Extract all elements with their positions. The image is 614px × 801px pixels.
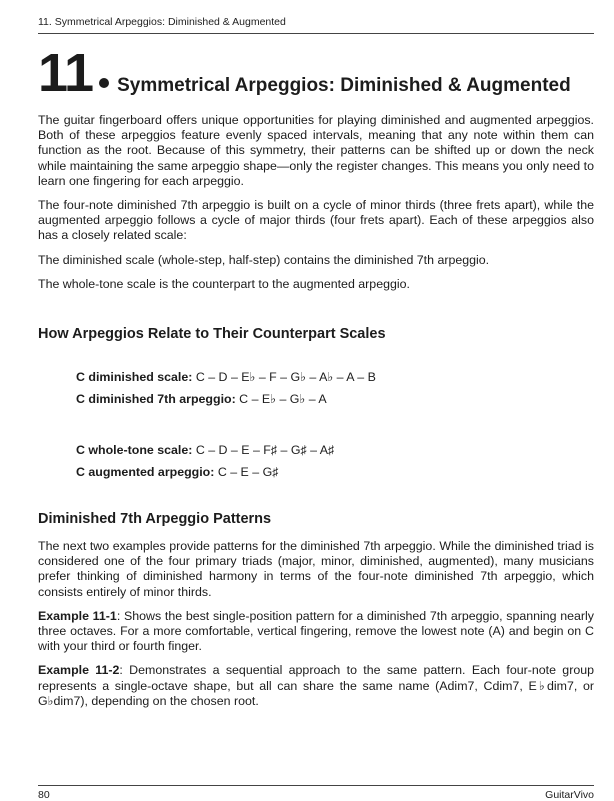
scale-notes: C – D – E♭ – F – G♭ – A♭ – A – B <box>195 370 376 385</box>
dim7-paragraph: The next two examples provide patterns for the diminished 7th arpeggio. While the diminished triad is considered one of the four primary triads (major, minor, diminished, augmented), many musicians prefer thinking of diminished harmony in terms of the four-note diminished 7th arpeggio, which consists entirely of minor thirds. <box>38 539 594 599</box>
example-label: Example 11-1 <box>38 608 117 623</box>
header-divider <box>38 33 594 34</box>
intro-paragraph-3: The diminished scale (whole-step, half-step) contains the diminished 7th arpeggio. <box>38 252 490 267</box>
scale-notes: C – E♭ – G♭ – A <box>239 392 327 407</box>
scale-label: C diminished scale: <box>76 370 193 385</box>
running-header: 11. Symmetrical Arpeggios: Diminished & Augmented <box>38 16 286 28</box>
chapter-title <box>38 43 571 103</box>
scale-label: C augmented arpeggio: <box>76 465 215 480</box>
scale-notes: C – E – G♯ <box>217 465 279 480</box>
scale-line-c-augmented-arpeggio <box>38 465 594 480</box>
main-content <box>38 113 594 709</box>
scale-label: C whole-tone scale: <box>76 443 193 458</box>
scale-line-c-whole-tone <box>38 443 594 458</box>
scale-label: C diminished 7th arpeggio: <box>76 392 236 407</box>
section-heading-counterpart-scales: How Arpeggios Relate to Their Counterpart Scales <box>38 326 386 343</box>
example-text: : Demonstrates a sequential approach to the same pattern. Each four-note group represents a single-octave shape, but all can share the same name (Adim7, Cdim7, E♭dim7, or G♭dim7), depending on the chosen root. <box>38 663 594 708</box>
page-number: 80 <box>38 789 50 801</box>
section-heading-dim7-patterns: Diminished 7th Arpeggio Patterns <box>38 511 272 528</box>
footer-divider <box>38 785 594 786</box>
chapter-name: Symmetrical Arpeggios: Diminished & Augmented <box>117 75 571 96</box>
intro-paragraph-4: The whole-tone scale is the counterpart to the augmented arpeggio. <box>38 276 410 291</box>
example-11-1-paragraph <box>38 609 594 655</box>
example-label: Example 11-2 <box>38 663 120 678</box>
example-text: : Shows the best single-position pattern for a diminished 7th arpeggio, spanning nearly three octaves. For a more comfortable, vertical fingering, remove the lowest note (A) and begin on C with your third or fourth finger. <box>38 608 595 654</box>
intro-paragraph-1: The guitar fingerboard offers unique opportunities for playing diminished and augmented arpeggios. Both of these arpeggios feature evenly spaced intervals, meaning that any note within them can function as the root. Because of this symmetry, their patterns can be shifted up or down the neck while maintaining the same arpeggio shape—only the register changes. This means you only need to learn one fingering for each arpeggio. <box>38 113 594 188</box>
chapter-number: 11 <box>38 43 94 103</box>
scale-notes: C – D – E – F♯ – G♯ – A♯ <box>195 443 335 458</box>
scale-line-c-diminished <box>38 370 594 385</box>
intro-paragraph-2: The four-note diminished 7th arpeggio is built on a cycle of minor thirds (three frets apart), while the augmented arpeggio follows a cycle of major thirds (four frets apart). Each of these arpeggios also has a closely related scale: <box>38 198 594 243</box>
footer-brand: GuitarVivo <box>545 789 594 801</box>
scale-line-c-dim7-arpeggio <box>38 392 594 407</box>
example-11-2-paragraph <box>38 663 594 709</box>
chapter-bullet-icon <box>99 78 109 88</box>
